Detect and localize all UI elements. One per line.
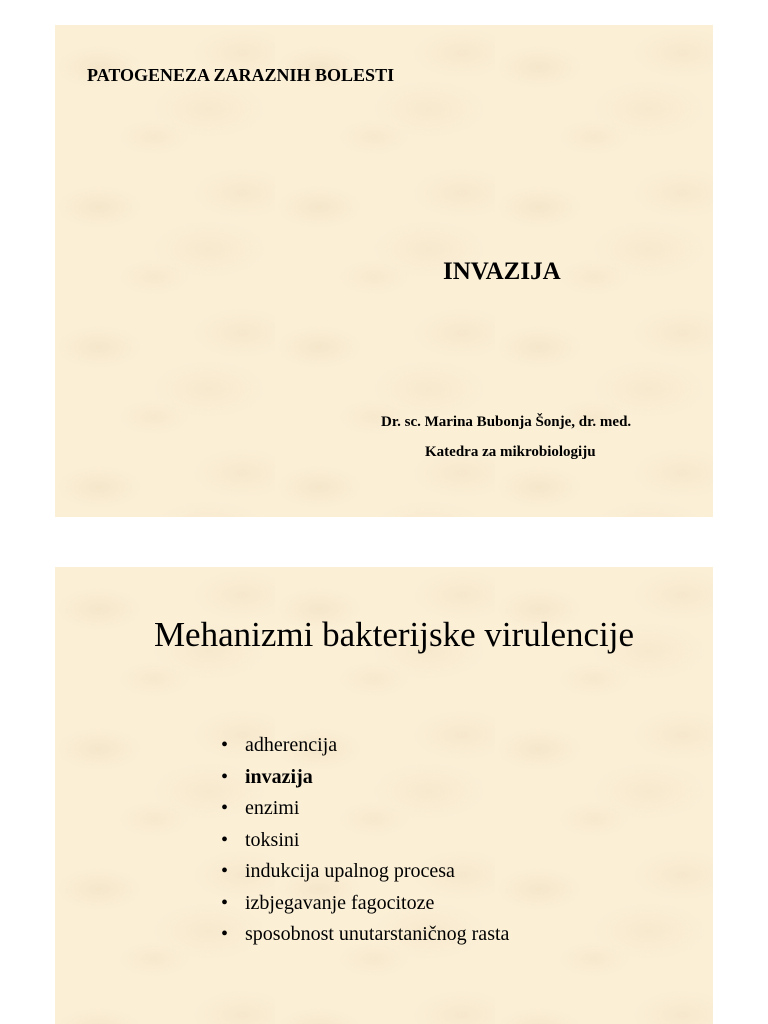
list-item-text: enzimi (245, 797, 300, 819)
list-item (221, 856, 509, 888)
slide-2 (55, 567, 713, 1024)
bullet-list (221, 730, 509, 951)
bullet-icon: • (221, 765, 229, 788)
slide-1 (55, 25, 713, 517)
bullet-icon: • (221, 891, 229, 914)
list-item (221, 919, 509, 951)
bullet-icon: • (221, 860, 229, 882)
bullet-icon: • (221, 797, 229, 819)
list-item-text: izbjegavanje fagocitoze (245, 891, 435, 914)
list-item (221, 762, 509, 794)
list-item-text: sposobnost unutarstaničnog rasta (245, 923, 510, 945)
bullet-icon: • (221, 828, 229, 851)
list-item-text: adherencija (245, 734, 338, 756)
department-name: Katedra za mikrobiologiju (425, 444, 596, 460)
slide-title: Mehanizmi bakterijske virulencije (153, 615, 635, 654)
list-item (221, 825, 509, 857)
list-item (221, 730, 509, 762)
list-item-text: invazija (245, 765, 313, 788)
list-item (221, 888, 509, 920)
bullet-icon: • (221, 923, 229, 945)
list-item-text: indukcija upalnog procesa (245, 860, 455, 882)
bullet-icon: • (221, 734, 229, 756)
slide-header: PATOGENEZA ZARAZNIH BOLESTI (87, 65, 395, 85)
list-item (221, 793, 509, 825)
author-name: Dr. sc. Marina Bubonja Šonje, dr. med. (381, 414, 632, 430)
list-item-text: toksini (245, 828, 300, 851)
slide-title: INVAZIJA (443, 258, 561, 285)
